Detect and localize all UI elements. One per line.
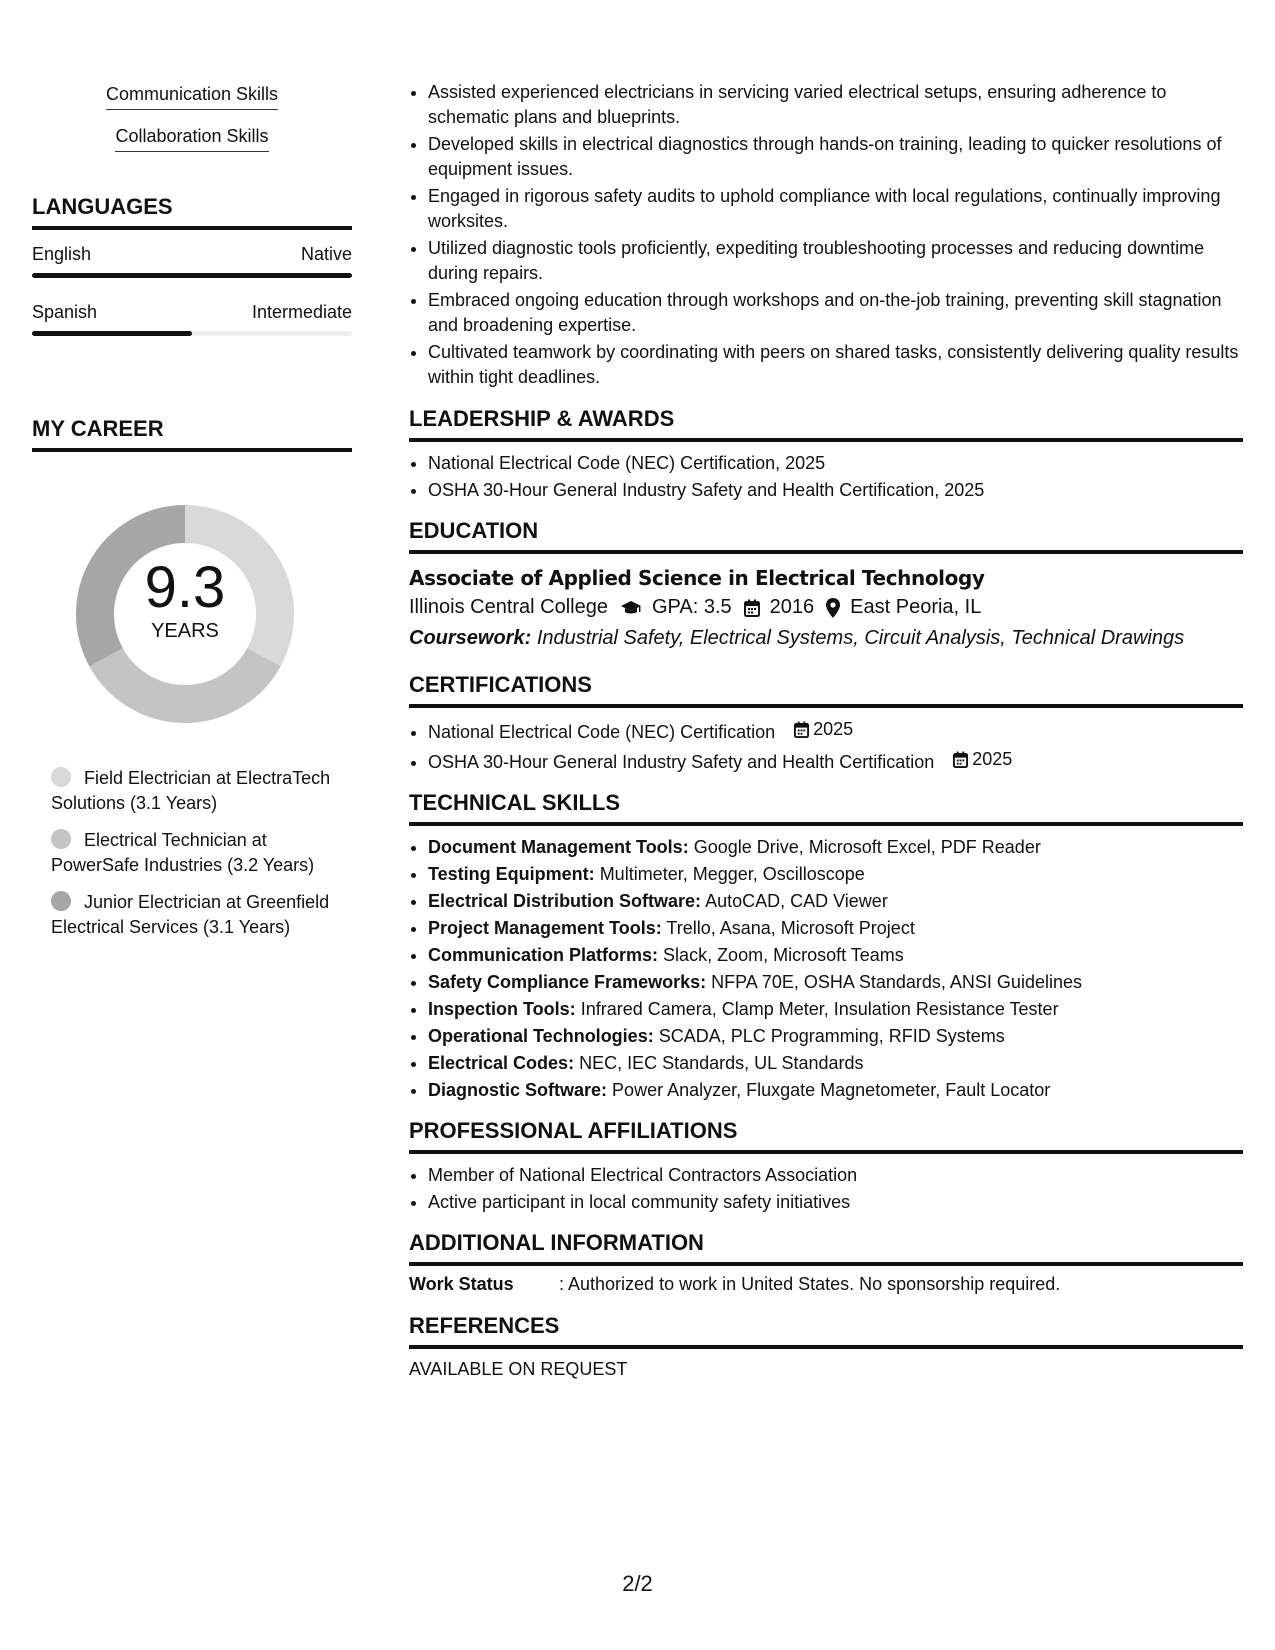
list-item [428,888,1243,915]
calendar-icon [744,599,760,617]
technical-skills-list [409,834,1243,1104]
certification-date [794,716,853,743]
language-proficiency-bar [32,273,352,278]
list-item: • Member of National Electrical Contractors Association [428,1162,1243,1189]
skill-label: Communication Skills [106,84,278,110]
list-item [428,996,1243,1023]
education-school: Illinois Central College [409,596,608,618]
list-item: • Assisted experienced electricians in servicing varied electrical setups, ensuring adherence to schematic plans and blueprints. [428,80,1243,130]
language-name: English [32,244,92,264]
legend-dot [51,767,71,787]
languages-heading: LANGUAGES [32,194,352,230]
graduation-cap-icon [620,599,642,617]
legend-label: Electrical Technician at PowerSafe Industries (3.2 Years) [51,830,315,875]
list-item [428,834,1243,861]
skill-category: Diagnostic Software: [428,1080,608,1100]
certifications-heading: CERTIFICATIONS [409,672,1243,708]
legend-dot [51,891,71,911]
career-heading: MY CAREER [32,416,352,452]
list-item [428,746,1243,776]
skill-values: SCADA, PLC Programming, RFID Systems [658,1026,1005,1046]
skill-values: Multimeter, Megger, Oscilloscope [599,864,865,884]
references-text: AVAILABLE ON REQUEST [409,1359,628,1379]
career-legend-item [51,766,331,816]
list-item [428,1023,1243,1050]
calendar-icon [953,751,968,768]
affiliations-list [409,1162,1243,1216]
career-legend [32,766,331,940]
list-item: • Active participant in local community safety initiatives [428,1189,1243,1216]
experience-bullets [409,80,1243,390]
education-location: East Peoria, IL [850,596,982,618]
certification-name: OSHA 30-Hour General Industry Safety and Health Certification [428,752,935,772]
certification-name: National Electrical Code (NEC) Certification [428,722,776,742]
coursework-label: Coursework: [409,627,532,649]
legend-label: Field Electrician at ElectraTech Solutions (3.1 Years) [51,768,331,813]
language-name: Spanish [32,302,98,322]
skill-category: Electrical Distribution Software: [428,891,702,911]
career-donut-chart [65,494,305,734]
education-heading: EDUCATION [409,518,1243,554]
career-total: 9.3 [144,555,226,620]
skill-values: Google Drive, Microsoft Excel, PDF Reader [693,837,1041,857]
list-item: • Utilized diagnostic tools proficiently, expediting troubleshooting processes and reducing downtime during repairs. [428,236,1243,286]
language-level: Intermediate [251,302,352,322]
career-legend-item [51,828,331,878]
skill-category: Electrical Codes: [428,1053,575,1073]
map-pin-icon [826,598,840,618]
certifications-list [409,716,1243,776]
skill-values: NFPA 70E, OSHA Standards, ANSI Guidelines [711,972,1082,992]
donut-center [65,555,305,643]
list-item: • Embraced ongoing education through workshops and on-the-job training, preventing skill stagnation and broadening expertise. [428,288,1243,338]
education-year: 2016 [769,596,815,618]
skill-values: Power Analyzer, Fluxgate Magnetometer, Fault Locator [612,1080,1051,1100]
skill-values: Slack, Zoom, Microsoft Teams [663,945,904,965]
work-status-value: : Authorized to work in United States. No sponsorship required. [559,1274,1061,1294]
list-item: • National Electrical Code (NEC) Certification, 2025 [428,450,1243,477]
list-item: • Cultivated teamwork by coordinating with peers on shared tasks, consistently delivering quality results within tight deadlines. [428,340,1243,390]
skill-values: Infrared Camera, Clamp Meter, Insulation Resistance Tester [580,999,1059,1019]
affiliations-heading: PROFESSIONAL AFFILIATIONS [409,1118,1243,1154]
list-item: • Developed skills in electrical diagnostics through hands-on training, leading to quicker resolutions of equipment issues. [428,132,1243,182]
work-status-label: Work Status [409,1274,514,1294]
career-legend-item [51,890,331,940]
skill-category: Inspection Tools: [428,999,576,1019]
list-item [428,1077,1243,1104]
legend-dot [51,829,71,849]
list-item [428,716,1243,746]
list-item [428,1050,1243,1077]
language-item [32,302,352,336]
skill-category: Testing Equipment: [428,864,595,884]
leadership-list [409,450,1243,504]
skill-category: Project Management Tools: [428,918,662,938]
references-heading: REFERENCES [409,1313,1243,1349]
list-item [428,969,1243,996]
education-degree: Associate of Applied Science in Electrical Technology [409,566,985,590]
language-proficiency-bar [32,331,352,336]
skill-tag [32,84,352,110]
work-status-row [409,1274,1243,1295]
legend-label: Junior Electrician at Greenfield Electrical Services (3.1 Years) [51,892,330,937]
donut-segment [106,657,264,704]
skill-tag [32,126,352,152]
skill-category: Document Management Tools: [428,837,689,857]
certification-year: 2025 [813,719,854,739]
left-column [32,84,352,952]
list-item: • OSHA 30-Hour General Industry Safety and Health Certification, 2025 [428,477,1243,504]
skill-values: Trello, Asana, Microsoft Project [666,918,915,938]
certification-year: 2025 [972,749,1013,769]
skill-category: Operational Technologies: [428,1026,654,1046]
skill-category: Communication Platforms: [428,945,659,965]
leadership-heading: LEADERSHIP & AWARDS [409,406,1243,442]
coursework-value: Industrial Safety, Electrical Systems, Circuit Analysis, Technical Drawings [536,627,1185,649]
list-item [428,915,1243,942]
education-gpa: GPA: 3.5 [651,596,732,618]
list-item: • Engaged in rigorous safety audits to uphold compliance with local regulations, continually improving worksites. [428,184,1243,234]
language-level: Native [300,244,352,264]
education-coursework [409,627,1243,650]
skill-label: Collaboration Skills [115,126,268,152]
certification-date [953,746,1012,773]
technical-skills-heading: TECHNICAL SKILLS [409,790,1243,826]
skill-values: AutoCAD, CAD Viewer [705,891,888,911]
additional-info-heading: ADDITIONAL INFORMATION [409,1230,1243,1266]
language-proficiency-fill [32,331,192,336]
list-item [428,942,1243,969]
career-unit: YEARS [151,620,219,642]
calendar-icon [794,721,809,738]
list-item [428,861,1243,888]
skill-values: NEC, IEC Standards, UL Standards [579,1053,864,1073]
language-item [32,244,352,278]
skill-category: Safety Compliance Frameworks: [428,972,707,992]
right-column [409,80,1243,1380]
page-number: 2/2 [622,1571,653,1596]
language-proficiency-fill [32,273,352,278]
education-details [409,596,1243,619]
